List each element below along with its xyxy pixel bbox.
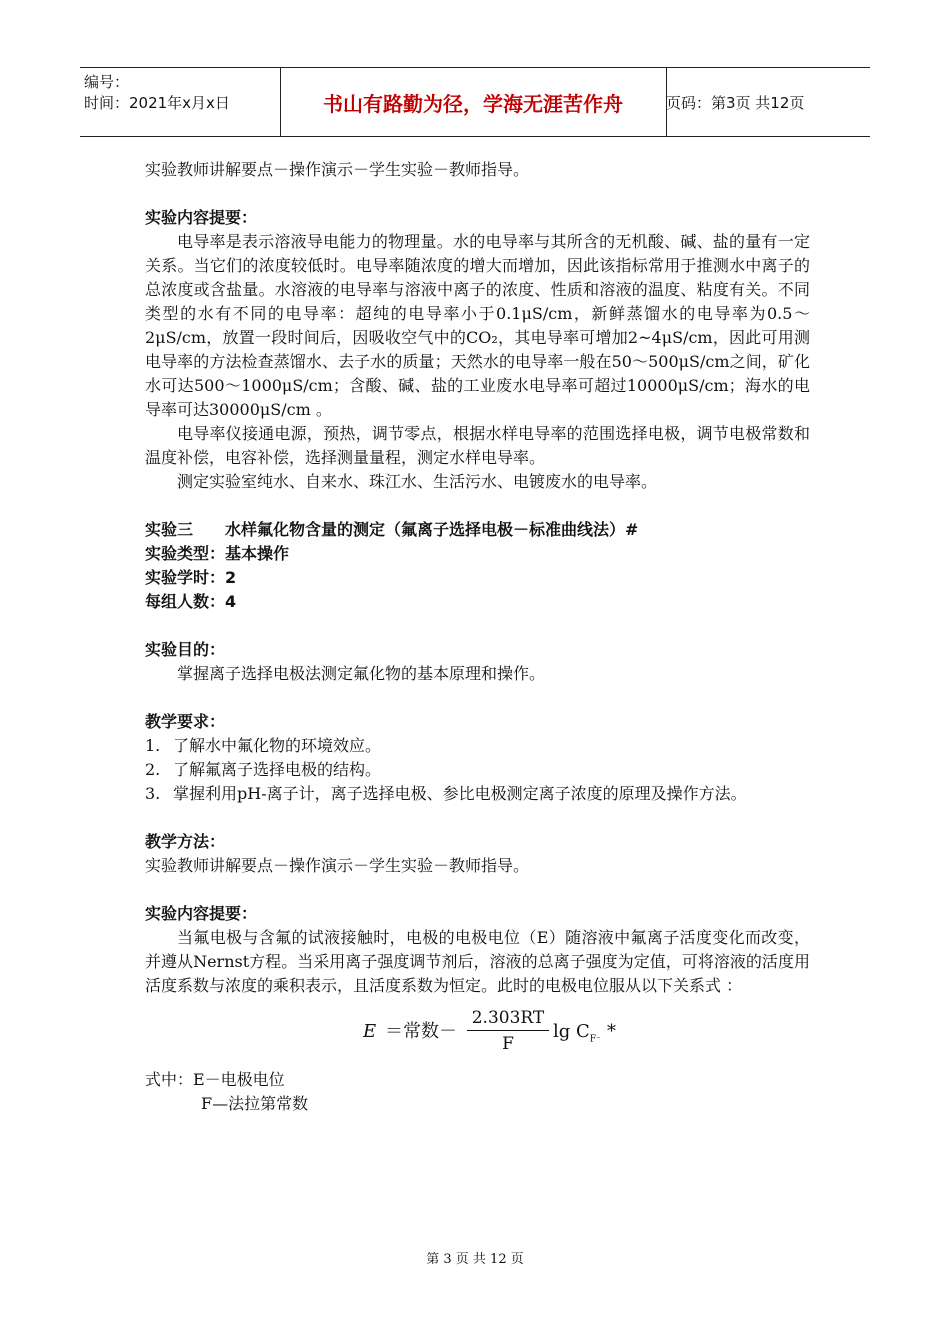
list-item [145,782,810,806]
page-footer: 第 3 页 共 12 页 [426,1252,524,1267]
list-item [145,734,810,758]
experiment-type: 实验类型：基本操作 [145,544,290,563]
paragraph-fluoride: 当氟电极与含氟的试液接触时，电极的电极电位（E）随溶液中氟离子活度变化而改变，并遵从Nernst方程。当采用离子强度调节剂后，溶液的总离子强度为定值，可将溶液的活度用活度系数与浓度的乘积表示，且活度系数为恒定。此时的电极电位服从以下关系式 ： [145,928,810,995]
formula-log [553,1020,601,1052]
paragraph-purpose: 掌握离子选择电极法测定氟化物的基本原理和操作。 [177,664,546,683]
formula-constant: ＝常数－ [385,1021,457,1042]
document-body [145,158,810,1116]
list-number: 2. [145,760,161,779]
list-number: 1. [145,736,161,755]
experiment-hours: 实验学时：2 [145,568,237,587]
method-text-top: 实验教师讲解要点－操作演示－学生实验－教师指导。 [145,160,530,179]
formula-log-term: lg C [553,1021,590,1042]
list-item [145,758,810,782]
header-meta [84,72,230,114]
experiment-group-size: 每组人数：4 [145,592,237,611]
nernst-formula [145,1006,810,1068]
formula-fraction [467,1006,549,1057]
paragraph-conductivity: 电导率是表示溶液导电能力的物理量。水的电导率与其所含的无机酸、碱、盐的量有一定关系。当它们的浓度较低时。电导率随浓度的增大而增加，因此该指标常用于推测水中离子的总浓度或含盐量。水溶液的电导率与溶液中离子的浓度、性质和溶液的温度、粘度有关。不同类型的水有不同的电导率：超纯的电导率小于0.1μS/cm，新鲜蒸馏水的电导率为0.5～2μS/cm，放置一段时间后，因吸收空气中的CO₂，其电导率可增加2~4μS/cm，因此可用测电导率的方法检查蒸馏水、去子水的质量；天然水的电导率一般在50～500μS/cm之间，矿化水可达500～1000μS/cm；含酸、碱、盐的工业废水电导率可超过10000μS/cm；海水的电导率可达30000μS/cm 。 [145,232,810,419]
section-heading-content-2: 实验内容提要： [145,904,258,923]
where-e: 式中：E－电极电位 [145,1070,285,1089]
section-heading-requirements: 教学要求： [145,712,226,731]
list-number: 3. [145,784,161,803]
list-text: 了解氟离子选择电极的结构。 [173,760,382,779]
formula-star: * [607,1021,616,1042]
section-heading-purpose: 实验目的： [145,640,226,659]
section-heading-content: 实验内容提要： [145,208,258,227]
method-text: 实验教师讲解要点－操作演示－学生实验－教师指导。 [145,856,530,875]
header-page-info: 页码：第3页 共12页 [666,94,805,112]
experiment-title: 实验三 水样氟化物含量的测定（氟离子选择电极－标准曲线法）# [145,520,639,539]
header-motto: 书山有路勤为径，学海无涯苦作舟 [323,92,623,116]
formula-denominator: F [502,1034,514,1054]
list-text: 掌握利用pH-离子计，离子选择电极、参比电极测定离子浓度的原理及操作方法。 [173,784,747,803]
code-label: 编号： [84,73,130,91]
date-label: 时间：2021年x月x日 [84,94,230,112]
formula-lhs: E [363,1021,377,1042]
page-header [80,67,870,137]
list-text: 了解水中氟化物的环境效应。 [173,736,382,755]
section-heading-method: 教学方法： [145,832,226,851]
paragraph-measure: 测定实验室纯水、自来水、珠江水、生活污水、电镀废水的电导率。 [177,472,658,491]
paragraph-instrument: 电导率仪接通电源，预热，调节零点，根据水样电导率的范围选择电极，调节电极常数和温度补偿，电容补偿，选择测量量程，测定水样电导率。 [145,424,810,467]
where-f: F—法拉第常数 [201,1094,309,1113]
formula-subscript: F⁻ [589,1034,601,1045]
formula-numerator: 2.303RT [467,1006,549,1031]
